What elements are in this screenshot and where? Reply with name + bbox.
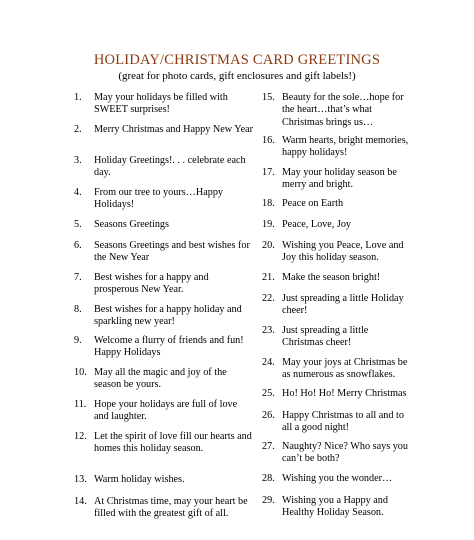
list-item [262,167,412,192]
item-number: 17. [262,167,275,178]
document-title: HOLIDAY/CHRISTMAS CARD GREETINGS [93,52,381,68]
item-text: May your holidays be filled with SWEET surprises! [94,92,228,116]
item-text: May all the magic and joy of the season be yours. [94,367,227,391]
item-text: Warm holiday wishes. [94,474,185,486]
item-number: 18. [262,198,275,209]
list-item [262,388,412,400]
item-number: 25. [262,388,275,399]
item-text: Hope your holidays are full of love and laughter. [94,399,238,423]
item-text: Best wishes for a happy and prosperous New Year. [94,272,209,296]
item-text: At Christmas time, may your heart be filled with the greatest gift of all. [94,496,248,520]
item-number: 11. [74,399,87,410]
item-number: 29. [262,495,275,506]
item-text: Wishing you Peace, Love and Joy this holiday season. [282,240,404,264]
item-text: Let the spirit of love fill our hearts and homes this holiday season. [94,431,252,455]
item-number: 27. [262,441,275,452]
item-number: 1. [74,92,82,103]
item-text: From our tree to yours…Happy Holidays! [94,187,224,211]
item-number: 12. [74,431,87,442]
item-number: 10. [74,367,87,378]
list-item [262,357,412,382]
list-item [262,272,412,284]
document-subtitle: (great for photo cards, gift enclosures and gift labels!) [118,70,356,82]
item-text: Beauty for the sole…hope for the heart…that’s what Christmas brings us… [282,92,404,128]
list-item [74,124,254,136]
item-text: Merry Christmas and Happy New Year [94,124,254,136]
list-item [74,304,254,329]
list-item [74,496,254,521]
list-item [262,240,412,265]
item-text: Welcome a flurry of friends and fun! Happy Holidays [94,335,244,359]
item-text: Naughty? Nice? Who says you can’t be both? [282,441,408,465]
list-item [262,495,412,520]
item-text: Holiday Greetings!. . . celebrate each day. [94,155,246,179]
list-item [74,474,254,486]
item-text: Seasons Greetings and best wishes for the New Year [94,240,250,264]
item-number: 19. [262,219,275,230]
item-text: Best wishes for a happy holiday and sparkling new year! [94,304,242,328]
list-item [262,135,412,160]
list-item [74,367,254,392]
list-item [262,325,412,350]
item-number: 24. [262,357,275,368]
list-item [74,187,254,212]
item-text: Peace on Earth [282,198,344,210]
item-text: Happy Christmas to all and to all a good night! [282,410,404,434]
item-text: May your holiday season be merry and bright. [282,167,397,191]
item-number: 3. [74,155,82,166]
list-item [262,410,412,435]
item-text: Make the season bright! [282,272,381,284]
item-number: 26. [262,410,275,421]
item-text: Just spreading a little Holiday cheer! [282,293,404,317]
list-item [74,155,254,180]
item-number: 21. [262,272,275,283]
item-number: 14. [74,496,87,507]
list-item [74,92,254,117]
item-number: 7. [74,272,82,283]
item-text: Peace, Love, Joy [282,219,352,231]
item-text: Just spreading a little Christmas cheer! [282,325,369,349]
item-number: 4. [74,187,82,198]
item-number: 15. [262,92,275,103]
item-text: May your joys at Christmas be as numerous as snowflakes. [282,357,408,381]
item-number: 22. [262,293,275,304]
list-item [74,240,254,265]
list-item [74,399,254,424]
item-number: 16. [262,135,275,146]
item-text: Wishing you the wonder… [282,473,393,485]
list-item [262,198,412,210]
item-number: 6. [74,240,82,251]
item-number: 5. [74,219,82,230]
item-number: 8. [74,304,82,315]
item-number: 23. [262,325,275,336]
item-number: 13. [74,474,87,485]
item-number: 9. [74,335,82,346]
item-number: 20. [262,240,275,251]
list-item [74,431,254,456]
list-item [262,219,412,231]
item-text: Ho! Ho! Ho! Merry Christmas [282,388,407,400]
item-number: 28. [262,473,275,484]
item-text: Seasons Greetings [94,219,169,231]
list-item [262,293,412,318]
list-item [262,473,412,485]
list-item [74,335,254,360]
list-item [262,441,412,466]
list-item [74,272,254,297]
item-text: Wishing you a Happy and Healthy Holiday Season. [282,495,388,519]
item-text: Warm hearts, bright memories, happy holidays! [282,135,409,159]
list-item [74,219,254,231]
item-number: 2. [74,124,82,135]
list-item [262,92,412,129]
